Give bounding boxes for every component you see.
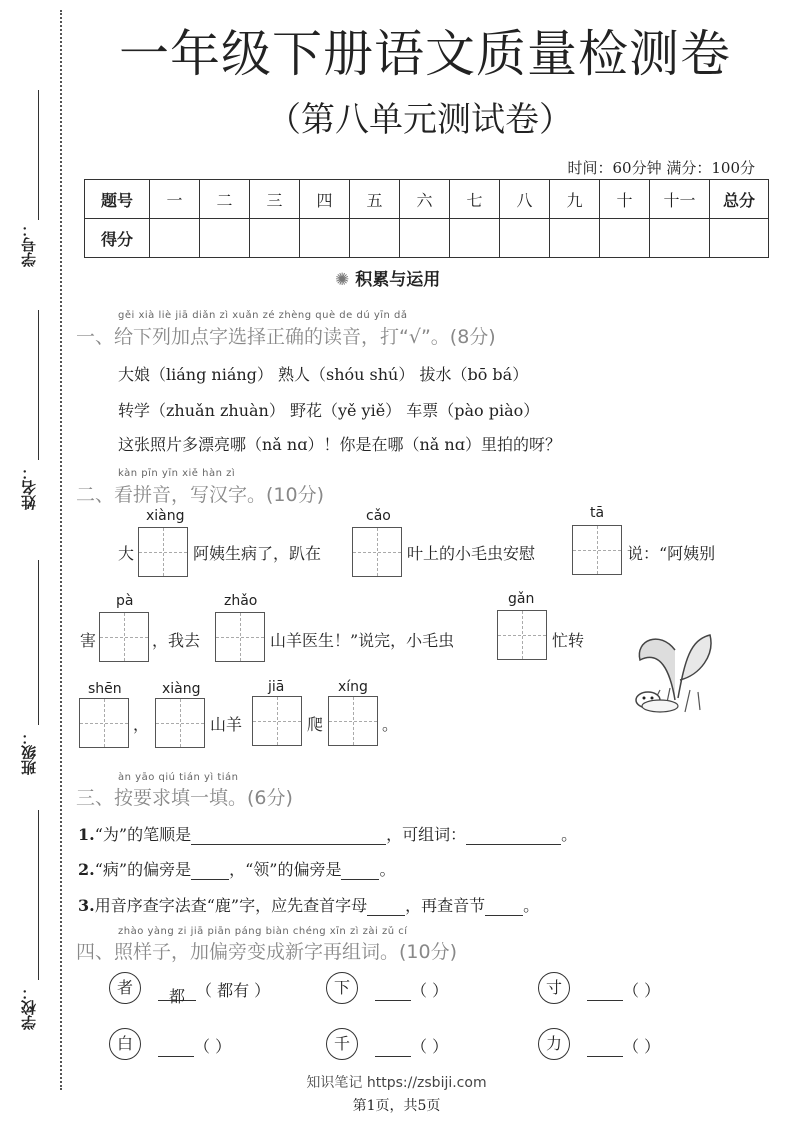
- answer-blank[interactable]: [466, 828, 561, 845]
- page-title: 一年级下册语文质量检测卷: [119, 25, 731, 83]
- school-label: 学校：: [20, 985, 38, 1030]
- class-rule: [38, 560, 39, 725]
- score-col-6: 六: [400, 180, 450, 219]
- q2-text-3a: ，: [133, 715, 150, 734]
- page-number: 第1页，共5页: [352, 1098, 441, 1114]
- class-label: 班级：: [20, 730, 38, 775]
- score-cell[interactable]: [400, 219, 450, 258]
- score-table-row-label: 题号: [85, 180, 150, 219]
- answer-blank[interactable]: [191, 828, 386, 845]
- q3-item-2-text-b: ，“领”的偏旁是: [229, 860, 342, 879]
- q4-paren: （ ）: [411, 981, 449, 1000]
- q2-text-2d: 忙转: [552, 631, 585, 650]
- binding-line: [60, 10, 62, 1090]
- writing-box[interactable]: [252, 696, 302, 746]
- q2-text-3d: 。: [382, 715, 399, 734]
- q3-item-1-end: 。: [561, 825, 578, 844]
- student-id-rule: [38, 90, 39, 220]
- score-col-8: 八: [500, 180, 550, 219]
- writing-box[interactable]: [572, 525, 622, 575]
- score-cell[interactable]: [200, 219, 250, 258]
- score-col-total: 总分: [710, 180, 769, 219]
- answer-blank[interactable]: [367, 899, 405, 916]
- answer-blank[interactable]: [158, 1040, 194, 1057]
- exam-meta: 时间：60分钟 满分：100分: [567, 159, 755, 177]
- q2-py-7: shēn: [88, 681, 122, 697]
- q2-py-2: cǎo: [366, 508, 391, 524]
- q1-title: 一、给下列加点字选择正确的读音，打“√”。(8分): [76, 326, 496, 348]
- answer-blank[interactable]: [587, 1040, 623, 1057]
- q4-answer: [375, 978, 448, 1001]
- q2-title: 二、看拼音，写汉字。(10分): [76, 484, 325, 506]
- page-subtitle: （第八单元测试卷）: [267, 100, 573, 140]
- q4-answer: [587, 978, 660, 1001]
- q4-paren: （ ）: [411, 1037, 449, 1056]
- q1-line-2: 转学（zhuǎn zhuàn） 野花（yě yiě） 车票（pào piào）: [118, 401, 540, 420]
- q4-pinyin: zhào yàng zi jiā piān páng biàn chéng xīn zì zài zǔ cí: [118, 926, 408, 937]
- writing-box[interactable]: [138, 527, 188, 577]
- q2-text-1a: 大: [118, 544, 135, 563]
- score-cell[interactable]: [300, 219, 350, 258]
- char-circle: 千: [326, 1028, 358, 1060]
- q3-item-3-number: 3.: [78, 896, 95, 915]
- q4-paren: （ ）: [623, 981, 661, 1000]
- q2-text-3c: 爬: [307, 715, 324, 734]
- q2-py-1: xiàng: [146, 508, 185, 524]
- score-col-3: 三: [250, 180, 300, 219]
- answer-blank[interactable]: [375, 984, 411, 1001]
- score-col-10: 十: [600, 180, 650, 219]
- q2-py-9: jiā: [268, 679, 285, 695]
- answer-blank[interactable]: [341, 863, 379, 880]
- char-circle: 力: [538, 1028, 570, 1060]
- q3-item-1-text-b: ，可组词：: [386, 825, 467, 844]
- answer-blank[interactable]: [375, 1040, 411, 1057]
- q4-answer: [158, 1034, 231, 1057]
- score-cell[interactable]: [500, 219, 550, 258]
- score-col-2: 二: [200, 180, 250, 219]
- writing-box[interactable]: [155, 698, 205, 748]
- q3-item-3-end: 。: [523, 896, 540, 915]
- q2-pinyin: kàn pīn yīn xiě hàn zì: [118, 468, 236, 479]
- q3-item-1-text: “为”的笔顺是: [94, 825, 192, 844]
- q2-text-1c: 叶上的小毛虫安慰: [407, 544, 536, 563]
- q4-example: [158, 978, 271, 1006]
- q2-py-10: xíng: [338, 679, 368, 695]
- q2-py-5: zhǎo: [224, 593, 258, 609]
- q1-pinyin: gěi xià liè jiā diǎn zì xuǎn zé zhèng què de dú yīn dǎ: [118, 310, 408, 321]
- q3-item-3: [78, 893, 539, 916]
- section-title: 积累与运用: [355, 270, 441, 290]
- q2-py-8: xiàng: [162, 681, 201, 697]
- score-cell[interactable]: [650, 219, 710, 258]
- name-rule: [38, 310, 39, 460]
- score-col-11: 十一: [650, 180, 710, 219]
- school-rule: [38, 810, 39, 980]
- q3-item-2-end: 。: [379, 860, 396, 879]
- q4-example-new: 都: [158, 984, 196, 1001]
- char-circle: 下: [326, 972, 358, 1004]
- q1-line-3: 这张照片多漂亮哪（nǎ nɑ）！你是在哪（nǎ nɑ）里拍的呀？: [118, 435, 561, 454]
- score-cell[interactable]: [450, 219, 500, 258]
- sun-icon: ✺: [335, 270, 350, 290]
- score-col-7: 七: [450, 180, 500, 219]
- name-label: 姓名：: [20, 465, 38, 510]
- writing-box[interactable]: [328, 696, 378, 746]
- q2-py-3: tā: [590, 505, 605, 521]
- q2-text-2a: 害: [80, 631, 97, 650]
- q4-example-word: （ 都有 ）: [196, 981, 271, 1000]
- q2-text-2b: ，我去: [152, 631, 201, 650]
- q4-title: 四、照样子，加偏旁变成新字再组词。(10分): [76, 941, 458, 963]
- q2-text-3b: 山羊: [210, 715, 243, 734]
- q3-item-2-number: 2.: [78, 860, 95, 879]
- q2-text-1d: 说：“阿姨别: [627, 544, 716, 563]
- score-col-4: 四: [300, 180, 350, 219]
- char-circle: 白: [109, 1028, 141, 1060]
- q1-line-1: 大娘（liáng niáng） 熟人（shóu shú） 拔水（bō bá）: [118, 365, 529, 384]
- q4-paren: （ ）: [194, 1037, 232, 1056]
- q2-text-1b: 阿姨生病了，趴在: [193, 544, 322, 563]
- q4-answer: [375, 1034, 448, 1057]
- score-col-1: 一: [150, 180, 200, 219]
- score-cell[interactable]: [350, 219, 400, 258]
- q3-item-2: [78, 857, 395, 880]
- score-table: [84, 179, 769, 258]
- q3-item-1-number: 1.: [78, 825, 95, 844]
- writing-box[interactable]: [497, 610, 547, 660]
- writing-box[interactable]: [352, 527, 402, 577]
- score-cell[interactable]: [550, 219, 600, 258]
- answer-blank[interactable]: [485, 899, 523, 916]
- watermark: 知识笔记 https://zsbiji.com: [306, 1075, 487, 1091]
- score-row-label: 得分: [85, 219, 150, 258]
- q3-pinyin: àn yāo qiú tián yì tián: [118, 772, 239, 783]
- q4-answer: [587, 1034, 660, 1057]
- char-circle: 寸: [538, 972, 570, 1004]
- snail-leaf-illustration: [630, 620, 720, 720]
- score-col-5: 五: [350, 180, 400, 219]
- section-banner: [335, 265, 440, 290]
- score-cell[interactable]: [150, 219, 200, 258]
- q3-item-1: [78, 822, 577, 845]
- writing-box[interactable]: [215, 612, 265, 662]
- writing-box[interactable]: [99, 612, 149, 662]
- q3-title: 三、按要求填一填。(6分): [76, 787, 293, 809]
- score-table-score-row: [85, 219, 769, 258]
- score-cell[interactable]: [250, 219, 300, 258]
- answer-blank[interactable]: [191, 863, 229, 880]
- q2-text-2c: 山羊医生！”说完，小毛虫: [270, 631, 455, 650]
- answer-blank[interactable]: [587, 984, 623, 1001]
- q3-item-3-text-b: ，再查音节: [405, 896, 486, 915]
- score-cell[interactable]: [600, 219, 650, 258]
- q2-py-4: pà: [116, 593, 134, 609]
- score-col-9: 九: [550, 180, 600, 219]
- student-id-label: 学号：: [20, 222, 38, 267]
- char-circle: 者: [109, 972, 141, 1004]
- q3-item-2-text: “病”的偏旁是: [94, 860, 192, 879]
- writing-box[interactable]: [79, 698, 129, 748]
- score-table-header-row: [85, 180, 769, 219]
- score-cell[interactable]: [710, 219, 769, 258]
- q3-item-3-text: 用音序查字法查“鹿”字，应先查首字母: [94, 896, 368, 915]
- q4-paren: （ ）: [623, 1037, 661, 1056]
- q2-py-6: gǎn: [508, 591, 535, 607]
